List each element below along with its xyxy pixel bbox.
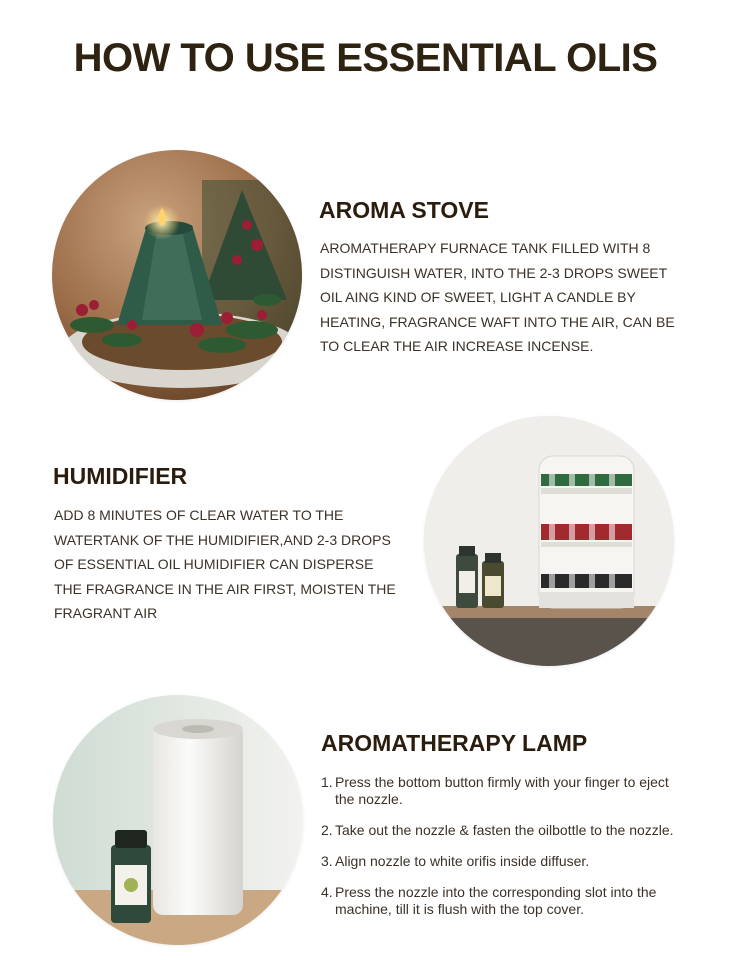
lamp-step-4 xyxy=(321,884,691,918)
step-number: 4. xyxy=(321,884,333,900)
lamp-step-1 xyxy=(321,774,691,808)
step-text: Press the nozzle into the corresponding slot into the machine, till it is flush with the top cover. xyxy=(335,884,657,917)
step-number: 1. xyxy=(321,774,333,790)
step-text: Align nozzle to white orifis inside diffuser. xyxy=(335,853,590,869)
section-heading-humidifier: HUMIDIFIER xyxy=(53,463,188,489)
candle-wreath-image xyxy=(52,150,302,400)
section-body-humidifier: ADD 8 MINUTES OF CLEAR WATER TO THE WATERTANK OF THE HUMIDIFIER,AND 2-3 DROPS OF ESSENTIAL OIL HUMIDIFIER CAN DISPERSE THE FRAGRANCE IN THE AIR FIRST, MOISTEN THE FRAGRANT AIR xyxy=(54,507,396,621)
page-title: HOW TO USE ESSENTIAL OLIS xyxy=(73,36,658,80)
aroma-stove-photo xyxy=(52,150,302,400)
lamp-step-3 xyxy=(321,853,691,870)
section-body-aroma-stove: AROMATHERAPY FURNACE TANK FILLED WITH 8 DISTINGUISH WATER, INTO THE 2-3 DROPS SWEET OIL AING KIND OF SWEET, LIGHT A CANDLE BY HEATING, FRAGRANCE WAFT INTO THE AIR, CAN BE TO CLEAR THE AIR INCREASE INCENSE. xyxy=(320,240,675,354)
lamp-steps-list xyxy=(321,774,691,932)
step-number: 3. xyxy=(321,853,333,869)
aromatherapy-lamp-photo xyxy=(53,695,303,945)
waterless-diffuser-image xyxy=(53,695,303,945)
section-heading-aromatherapy-lamp: AROMATHERAPY LAMP xyxy=(321,730,588,756)
step-number: 2. xyxy=(321,822,333,838)
humidifier-photo xyxy=(424,416,674,666)
plaid-humidifier-image xyxy=(424,416,674,666)
lamp-step-2 xyxy=(321,822,691,839)
step-text: Press the bottom button firmly with your finger to eject the nozzle. xyxy=(335,774,669,807)
step-text: Take out the nozzle & fasten the oilbottle to the nozzle. xyxy=(335,822,674,838)
section-heading-aroma-stove: AROMA STOVE xyxy=(319,197,489,223)
